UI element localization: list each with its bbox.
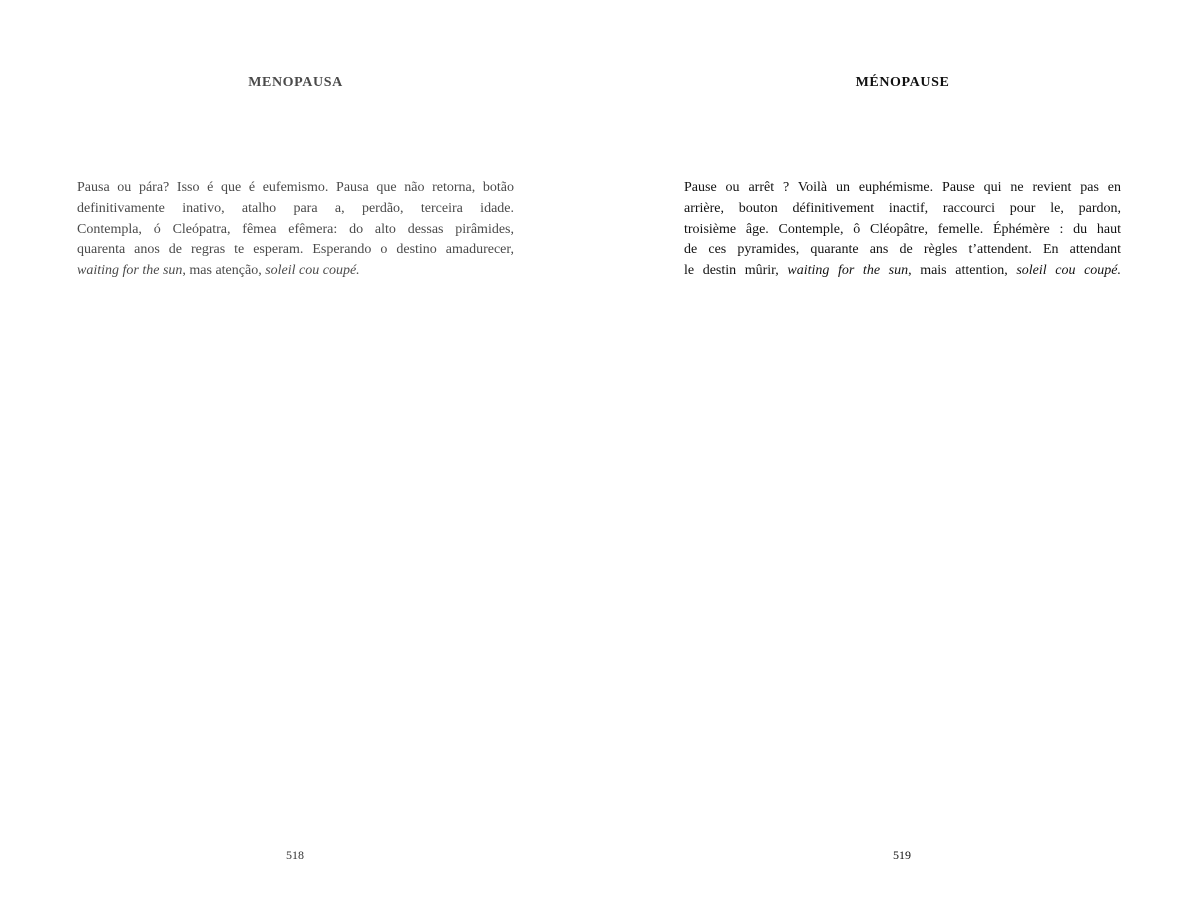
page-body <box>684 178 1121 282</box>
text-run: definitivamente inativo, atalho para a, perdão, terceira idade. <box>77 200 514 216</box>
page-body <box>77 178 514 282</box>
text-line <box>684 261 1121 282</box>
text-run: , mas atenção, <box>182 263 266 279</box>
text-run: de ces pyramides, quarante ans de règles t’attendent. En attendant <box>684 242 1121 258</box>
page-title: MÉNOPAUSE <box>855 75 950 90</box>
text-run: arrière, bouton définitivement inactif, raccourci pour le, pardon, <box>684 200 1121 216</box>
text-line <box>77 220 514 241</box>
text-line <box>77 261 514 282</box>
italic-phrase: soleil cou coupé. <box>1016 263 1121 279</box>
text-line <box>77 199 514 220</box>
italic-phrase: waiting for the sun <box>787 263 909 279</box>
italic-phrase: soleil cou coupé. <box>265 263 360 279</box>
text-line <box>684 240 1121 261</box>
text-line <box>684 199 1121 220</box>
text-line <box>684 220 1121 241</box>
text-run: Pausa ou pára? Isso é que é eufemismo. Pausa que não retorna, botão <box>77 180 514 195</box>
page-number: 518 <box>286 848 304 862</box>
italic-phrase: waiting for the sun <box>77 263 183 279</box>
page-number: 519 <box>893 848 911 862</box>
right-page <box>599 0 1198 904</box>
text-run: quarenta anos de regras te esperam. Esperando o destino amadurecer, <box>77 242 514 258</box>
text-run: Pause ou arrêt ? Voilà un euphémisme. Pause qui ne revient pas en <box>684 180 1121 195</box>
page-title: MENOPAUSA <box>248 75 343 90</box>
text-line <box>684 178 1121 199</box>
text-run: troisième âge. Contemple, ô Cléopâtre, femelle. Éphémère : du haut <box>684 221 1121 237</box>
text-run: le destin mûrir, <box>684 263 788 279</box>
text-run: , mais attention, <box>908 263 1017 279</box>
text-line <box>77 240 514 261</box>
text-run: Contempla, ó Cleópatra, fêmea efêmera: do alto dessas pirâmides, <box>77 221 514 237</box>
text-line <box>77 178 514 199</box>
